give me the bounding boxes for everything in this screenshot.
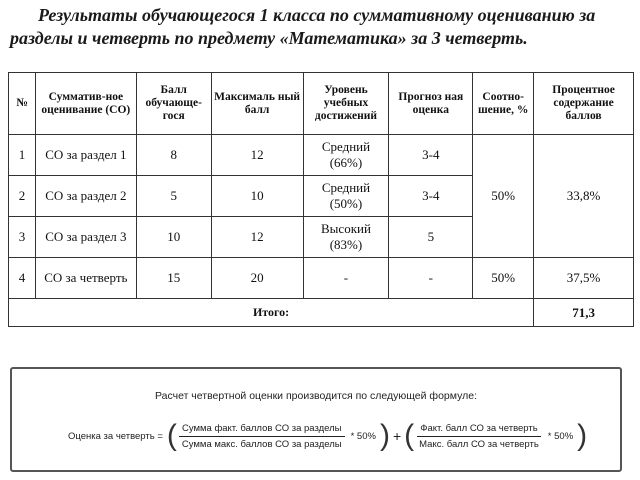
row-level: Высокий (83%) [303,217,389,258]
fraction-sections [179,423,345,450]
header-cell-level: Уровень учебных достижений [303,73,389,135]
row-max: 12 [211,217,303,258]
row-level: - [303,258,389,299]
sections-ratio: 50% [473,135,534,258]
paren-open: ( [166,419,177,452]
formula-label: Оценка за четверть = [68,430,163,442]
table-row [9,258,634,299]
row-level: Средний (50%) [303,176,389,217]
row-forecast: 5 [389,217,473,258]
quarter-percent: 37,5% [534,258,634,299]
row-score: 8 [136,135,211,176]
fraction-quarter-denominator: Макс. балл СО за четверть [419,438,539,450]
row-assessment: СО за четверть [35,258,136,299]
total-row [9,299,634,327]
formula-box [10,367,622,472]
header-cell-ratio: Соотно-шение, % [473,73,534,135]
row-level: Средний (66%) [303,135,389,176]
title-line-2: разделы и четверть по предмету «Математика» за 3 четверть. [10,28,528,48]
header-cell-number: № [9,73,36,135]
header-cell-percent: Процентное содержание баллов [534,73,634,135]
header-cell-forecast: Прогноз ная оценка [389,73,473,135]
total-label: Итого: [9,299,534,327]
row-assessment: СО за раздел 3 [35,217,136,258]
row-forecast: - [389,258,473,299]
row-score: 10 [136,217,211,258]
row-number: 1 [9,135,36,176]
sections-percent: 33,8% [534,135,634,258]
row-forecast: 3-4 [389,176,473,217]
formula-heading: Расчет четвертной оценки производится по следующей формуле: [154,390,477,402]
row-assessment: СО за раздел 1 [35,135,136,176]
total-value: 71,3 [534,299,634,327]
quarter-ratio: 50% [473,258,534,299]
plus-sign: + [392,428,402,444]
page-title [10,4,630,50]
row-assessment: СО за раздел 2 [35,176,136,217]
row-max: 20 [211,258,303,299]
header-cell-assessment: Сумматив-ное оценивание (СО) [35,73,136,135]
paren-open: ( [404,419,415,452]
fraction-quarter [416,423,542,450]
title-line-1: Результаты обучающегося 1 класса по суммативному оцениванию за [38,5,596,25]
row-number: 4 [9,258,36,299]
quarter-multiplier: * 50% [547,430,574,442]
fraction-sections-denominator: Сумма макс. баллов СО за разделы [181,438,342,450]
row-score: 15 [136,258,211,299]
header-cell-max: Максималь ный балл [211,73,303,135]
row-forecast: 3-4 [389,135,473,176]
sections-multiplier: * 50% [350,430,376,442]
row-number: 2 [9,176,36,217]
row-max: 12 [211,135,303,176]
table-row [9,135,634,176]
row-number: 3 [9,217,36,258]
row-max: 10 [211,176,303,217]
results-table [8,72,634,327]
paren-close: ) [379,419,390,452]
table-header-row [9,73,634,135]
formula [64,421,587,451]
row-score: 5 [136,176,211,217]
fraction-quarter-numerator: Факт. балл СО за четверть [417,423,540,437]
header-cell-score: Балл обучающе-гося [136,73,211,135]
paren-close: ) [577,419,588,452]
fraction-sections-numerator: Сумма факт. баллов СО за разделы [179,423,345,437]
